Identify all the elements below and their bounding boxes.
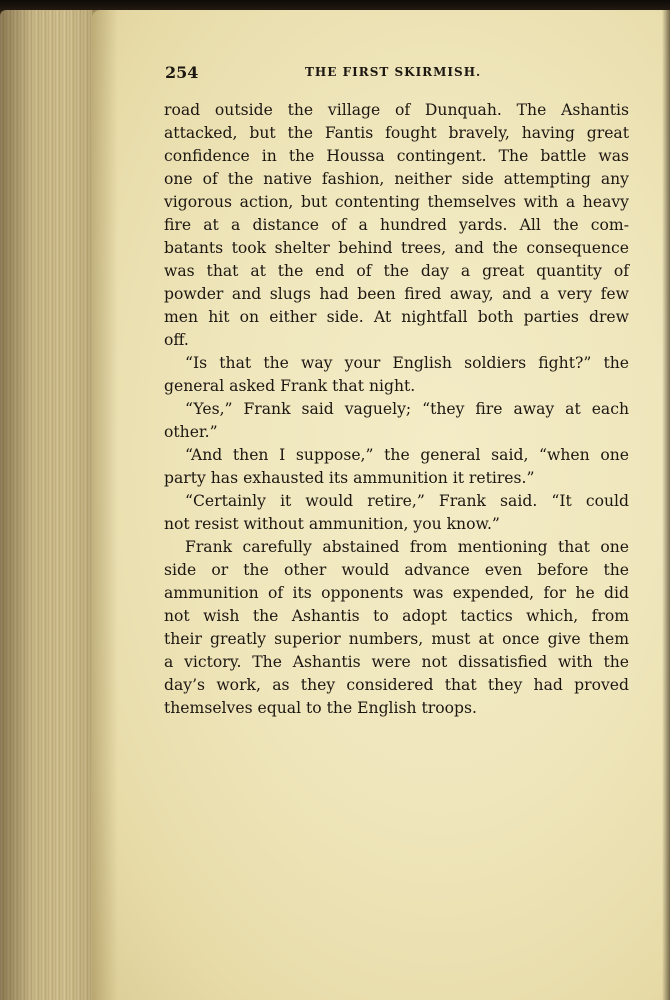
text-line: fire at a distance of a hundred yards. All the com-: [164, 216, 629, 234]
text-line: “Is that the way your English soldiers fight?” the: [185, 354, 629, 372]
text-line: Frank carefully abstained from mentioning that one: [185, 538, 629, 556]
running-title: THE FIRST SKIRMISH.: [305, 65, 482, 79]
text-line: a victory. The Ashantis were not dissatisfied with the: [164, 653, 629, 671]
text-line: not resist without ammunition, you know.”: [164, 515, 500, 533]
text-line: general asked Frank that night.: [164, 377, 416, 395]
running-head: [165, 63, 627, 87]
text-line: men hit on either side. At nightfall both parties drew: [164, 308, 629, 326]
text-line: batants took shelter behind trees, and the consequence: [164, 239, 629, 257]
text-line: off.: [164, 331, 189, 349]
text-line: their greatly superior numbers, must at once give them: [164, 630, 629, 648]
text-line: other.”: [164, 423, 218, 441]
text-line: attacked, but the Fantis fought bravely, having great: [164, 124, 629, 142]
page-right-shadow: [662, 10, 670, 1000]
page-number: 254: [165, 63, 199, 82]
text-line: was that at the end of the day a great quantity of: [164, 262, 629, 280]
text-line: powder and slugs had been fired away, and a very few: [164, 285, 629, 303]
text-line: “Yes,” Frank said vaguely; “they fire away at each: [185, 400, 629, 418]
text-line: not wish the Ashantis to adopt tactics which, from: [164, 607, 629, 625]
text-line: “And then I suppose,” the general said, “when one: [185, 446, 629, 464]
text-line: road outside the village of Dunquah. The Ashantis: [164, 101, 629, 119]
text-line: party has exhausted its ammunition it retires.”: [164, 469, 535, 487]
text-line: “Certainly it would retire,” Frank said. “It could: [185, 492, 629, 510]
text-line: day’s work, as they considered that they had proved: [164, 676, 629, 694]
text-line: themselves equal to the English troops.: [164, 699, 477, 717]
text-line: confidence in the Houssa contingent. The battle was: [164, 147, 629, 165]
text-line: side or the other would advance even before the: [164, 561, 629, 579]
body-text: [164, 99, 629, 720]
text-line: ammunition of its opponents was expended, for he did: [164, 584, 629, 602]
text-line: one of the native fashion, neither side attempting any: [164, 170, 629, 188]
text-line: vigorous action, but contenting themselves with a heavy: [164, 193, 629, 211]
